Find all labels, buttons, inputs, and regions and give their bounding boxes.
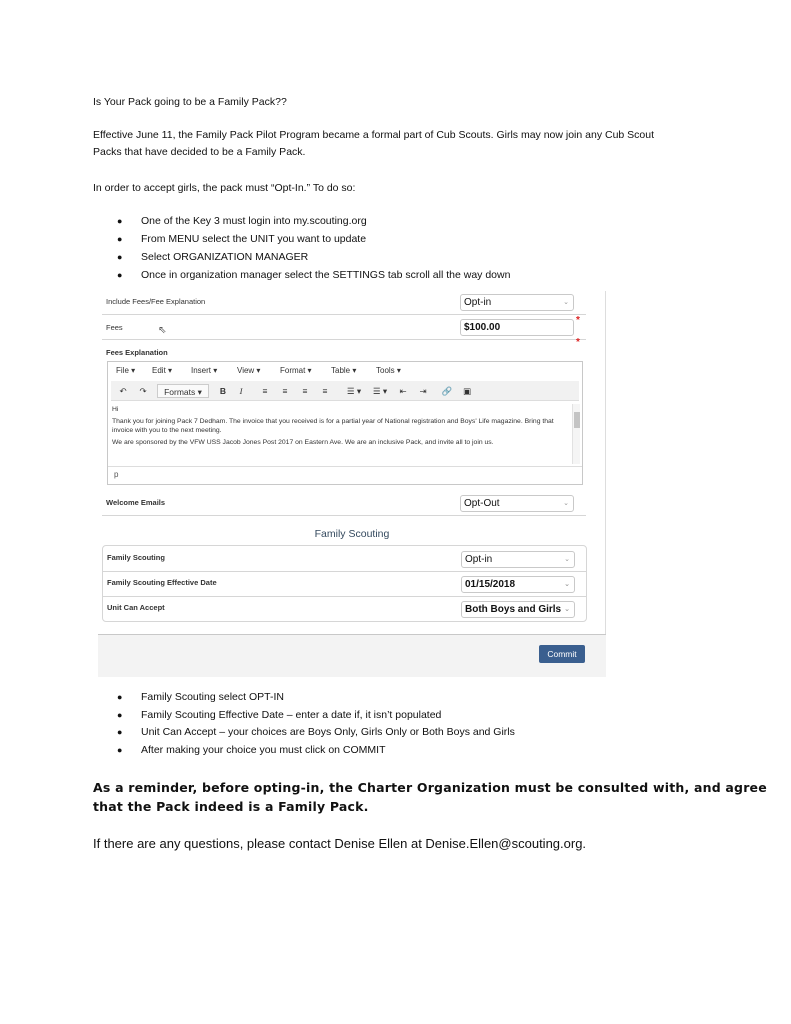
link-icon[interactable]: 🔗 (441, 386, 453, 396)
editor-toolbar (111, 381, 579, 401)
menu-format[interactable]: Format ▾ (280, 366, 312, 375)
menu-file[interactable]: File ▾ (116, 366, 136, 375)
commit-button[interactable]: Commit (539, 645, 585, 663)
scrollbar-thumb[interactable] (574, 412, 580, 428)
page-heading: Is Your Pack going to be a Family Pack?? (93, 96, 287, 108)
chevron-down-icon: ⌄ (564, 556, 570, 563)
intro-paragraph-line1: Effective June 11, the Family Pack Pilot Program became a formal part of Cub Scouts. Girls may now join any Cub Scout (93, 129, 655, 141)
menu-view[interactable]: View ▾ (237, 366, 261, 375)
editor-line: Thank you for joining Pack 7 Dedham. The invoice that you received is for a partial year of National registration and Boys' Life magazine. Bring that invoice with you to the next meeting. (112, 418, 554, 434)
chevron-down-icon: ⌄ (564, 581, 570, 588)
family-scouting-value: Opt-in (465, 554, 493, 565)
bullet-icon: ● (117, 234, 123, 244)
bullet-icon: ● (117, 710, 123, 720)
bullet-icon: ● (117, 727, 123, 737)
bullet-icon: ● (117, 216, 123, 226)
chevron-down-icon: ⌄ (564, 606, 570, 613)
include-fees-label: Include Fees/Fee Explanation (106, 297, 206, 306)
step-text: One of the Key 3 must login into my.scouting.org (141, 215, 367, 227)
redo-icon[interactable]: ↷ (139, 386, 147, 396)
effective-date-select[interactable] (461, 576, 575, 593)
fees-label: Fees (106, 323, 123, 332)
divider (102, 314, 586, 315)
image-icon[interactable]: ▣ (462, 386, 472, 396)
welcome-emails-select[interactable] (460, 495, 574, 512)
reminder-note: As a reminder, before opting-in, the Charter Organization must be consulted with, and agree that the Pack indeed is a Family Pack. (93, 780, 767, 814)
bullet-icon: ● (117, 270, 123, 280)
include-fees-select[interactable] (460, 294, 574, 311)
required-mark: * (576, 337, 580, 348)
fees-input[interactable] (460, 319, 574, 336)
family-scouting-label: Family Scouting (107, 553, 165, 562)
bold-button[interactable]: B (219, 386, 227, 396)
align-justify-icon[interactable]: ≡ (322, 386, 328, 396)
include-fees-value: Opt-in (464, 297, 492, 308)
indent-icon[interactable]: ⇥ (419, 386, 427, 396)
unit-can-accept-select[interactable] (461, 601, 575, 618)
chevron-down-icon: ⌄ (563, 299, 569, 306)
italic-button[interactable]: I (239, 386, 243, 396)
chevron-down-icon: ⌄ (563, 500, 569, 507)
align-right-icon[interactable]: ≡ (302, 386, 308, 396)
unit-can-accept-label: Unit Can Accept (107, 603, 165, 612)
step-text: Once in organization manager select the SETTINGS tab scroll all the way down (141, 269, 511, 281)
form-footer (98, 634, 606, 677)
required-mark: * (576, 315, 580, 326)
step-text: Family Scouting select OPT-IN (141, 691, 284, 703)
step-text: Unit Can Accept – your choices are Boys Only, Girls Only or Both Boys and Girls (141, 726, 515, 738)
step-text: Family Scouting Effective Date – enter a date if, it isn’t populated (141, 709, 442, 721)
outdent-icon[interactable]: ⇤ (399, 386, 407, 396)
menu-tools[interactable]: Tools ▾ (376, 366, 401, 375)
effective-date-value: 01/15/2018 (465, 579, 516, 590)
step-text: Select ORGANIZATION MANAGER (141, 251, 309, 263)
bullet-icon: ● (117, 745, 123, 755)
bullet-list-icon[interactable]: ☰ ▾ (346, 386, 362, 396)
family-scouting-select[interactable] (461, 551, 575, 568)
step-text: From MENU select the UNIT you want to update (141, 233, 367, 245)
editor-line: We are sponsored by the VFW USS Jacob Jones Post 2017 on Eastern Ave. We are an inclusive Pack, and invite all to join us. (112, 439, 494, 446)
welcome-emails-label: Welcome Emails (106, 498, 166, 507)
optin-intro: In order to accept girls, the pack must “Opt-In.” To do so: (93, 182, 356, 194)
editor-scrollbar[interactable] (572, 404, 580, 464)
unit-can-accept-value: Both Boys and Girls (465, 604, 562, 615)
family-scouting-panel (102, 545, 587, 622)
align-left-icon[interactable]: ≡ (262, 386, 268, 396)
divider (102, 515, 586, 516)
rich-text-editor[interactable] (107, 361, 583, 485)
editor-statusbar: p (108, 466, 582, 484)
editor-content[interactable] (108, 402, 582, 466)
divider (103, 571, 586, 572)
undo-icon[interactable]: ↶ (119, 386, 127, 396)
menu-edit[interactable]: Edit ▾ (152, 366, 173, 375)
bullet-icon: ● (117, 252, 123, 262)
step-text: After making your choice you must click on COMMIT (141, 744, 386, 756)
settings-screenshot (98, 291, 606, 677)
fees-value: $100.00 (464, 322, 501, 333)
bullet-icon: ● (117, 692, 123, 702)
divider (103, 596, 586, 597)
mouse-cursor-icon: ⇖ (158, 325, 167, 336)
formats-dropdown[interactable]: Formats ▾ (157, 384, 209, 398)
contact-line: If there are any questions, please contact Denise Ellen at Denise.Ellen@scouting.org. (93, 836, 587, 851)
editor-menubar (108, 362, 582, 380)
menu-insert[interactable]: Insert ▾ (191, 366, 218, 375)
intro-paragraph-line2: Packs that have decided to be a Family Pack. (93, 146, 306, 158)
fees-explanation-label: Fees Explanation (106, 348, 168, 357)
align-center-icon[interactable]: ≡ (282, 386, 288, 396)
divider (102, 339, 586, 340)
menu-table[interactable]: Table ▾ (331, 366, 357, 375)
effective-date-label: Family Scouting Effective Date (107, 578, 217, 587)
welcome-emails-value: Opt-Out (464, 498, 500, 509)
editor-line: Hi (112, 406, 119, 413)
family-scouting-section-title: Family Scouting (314, 528, 390, 540)
numbered-list-icon[interactable]: ☰ ▾ (372, 386, 388, 396)
